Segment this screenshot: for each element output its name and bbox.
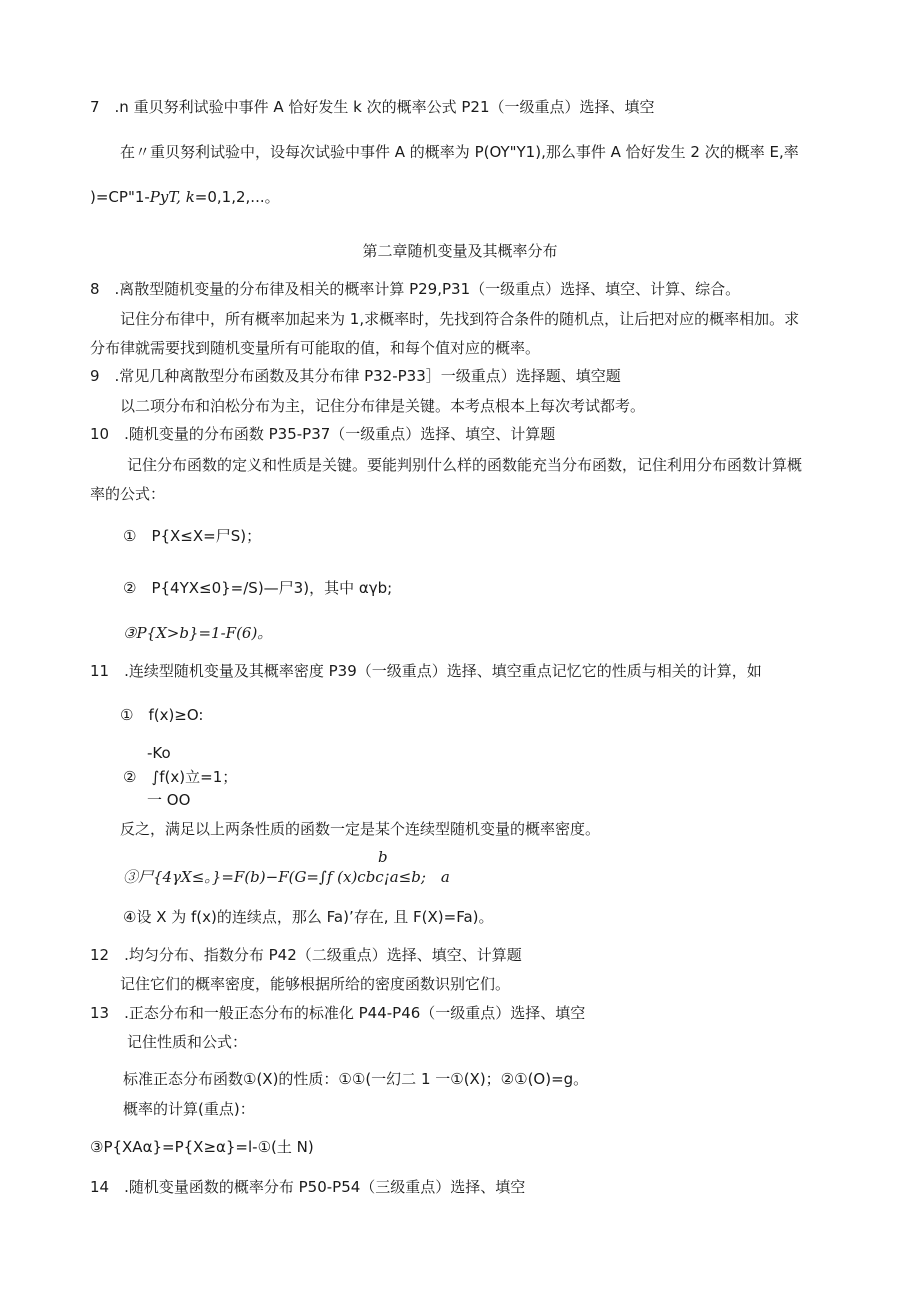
item-14-heading: 14 .随机变量函数的概率分布 P50-P54（三级重点）选择、填空 xyxy=(90,1178,526,1196)
density-property-2: ② ∫f(x)立=1； xyxy=(123,768,238,786)
integral-upper-limit: -Ko xyxy=(147,744,171,762)
item-13-heading: 13 .正态分布和一般正态分布的标准化 P44-P46（一级重点）选择、填空 xyxy=(90,1004,586,1022)
item-11-heading: 11 .连续型随机变量及其概率密度 P39（一级重点）选择、填空重点记忆它的性质与相关的计算，如 xyxy=(90,662,762,680)
formula-item-1: ① P{X≤X=尸S)； xyxy=(123,527,262,545)
paragraph-density-converse: 反之，满足以上两条性质的函数一定是某个连续型随机变量的概率密度。 xyxy=(120,820,601,838)
formula-bernoulli-part2: PyT, k xyxy=(149,188,195,206)
paragraph-standard-normal: 标准正态分布函数①(X)的性质：①①(一幻二 1 一①(X)；②①(O)=g。 xyxy=(123,1070,589,1088)
paragraph-distribution-function-1: 记住分布函数的定义和性质是关键。要能判别什么样的函数能充当分布函数，记住利用分布函数计算概 xyxy=(127,456,803,474)
paragraph-distribution-law-1: 记住分布律中，所有概率加起来为 1,求概率时，先找到符合条件的随机点，让后把对应的概率相加。求 xyxy=(120,310,800,328)
item-8-heading: 8 .离散型随机变量的分布律及相关的概率计算 P29,P31（一级重点）选择、填空、计算、综合。 xyxy=(90,280,741,298)
paragraph-probability-calc: 概率的计算(重点)： xyxy=(123,1100,255,1118)
paragraph-binomial-poisson: 以二项分布和泊松分布为主，记住分布律是关键。本考点根本上每次考试都考。 xyxy=(120,397,646,415)
paragraph-distribution-law-2: 分布律就需要找到随机变量所有可能取的值，和每个值对应的概率。 xyxy=(90,339,541,357)
item-9-heading: 9 .常见几种离散型分布函数及其分布律 P32-P33］一级重点）选择题、填空题 xyxy=(90,367,621,385)
density-property-1: ① f(x)≥O: xyxy=(120,706,204,724)
integral-lower-limit: 一 OO xyxy=(147,791,191,809)
paragraph-uniform-exponential: 记住它们的概率密度，能够根据所给的密度函数识别它们。 xyxy=(120,975,511,993)
formula-item-2: ② P{4YX≤0}=/S)—尸3)，其中 αγb; xyxy=(123,579,393,597)
formula-bernoulli-part3: =0,1,2,...。 xyxy=(194,188,280,206)
item-10-heading: 10 .随机变量的分布函数 P35-P37（一级重点）选择、填空、计算题 xyxy=(90,425,556,443)
formula-item-3: ③P{X>b}=1-F(6)。 xyxy=(123,624,273,642)
paragraph-bernoulli: 在〃重贝努利试验中，设每次试验中事件 A 的概率为 P(OY"Y1),那么事件 A 恰好发生 2 次的概率 E,率 xyxy=(120,143,799,161)
chapter-title: 第二章随机变量及其概率分布 xyxy=(362,242,558,260)
density-property-4: ④设 X 为 f(x)的连续点，那么 Fa)’存在, 且 F(X)=Fa)。 xyxy=(123,908,494,926)
item-12-heading: 12 .均匀分布、指数分布 P42（二级重点）选择、填空、计算题 xyxy=(90,946,522,964)
item-7-heading: 7 .n 重贝努利试验中事件 A 恰好发生 k 次的概率公式 P21（一级重点）选择、填空 xyxy=(90,98,655,116)
formula-bernoulli-part1: )=CP"1- xyxy=(90,188,150,206)
density-property-3: ③尸{4γX≤。}=F(b)−F(G=∫f (x)cbc¡a≤b; a xyxy=(123,868,450,886)
formula-normal-probability: ③P{XAα}=P{X≥α}=l-①(土 N) xyxy=(90,1138,314,1156)
formula-bernoulli xyxy=(90,187,280,207)
paragraph-normal-remember: 记住性质和公式： xyxy=(127,1033,248,1051)
paragraph-distribution-function-2: 率的公式： xyxy=(90,485,166,503)
integral-upper-b: b xyxy=(378,848,388,866)
